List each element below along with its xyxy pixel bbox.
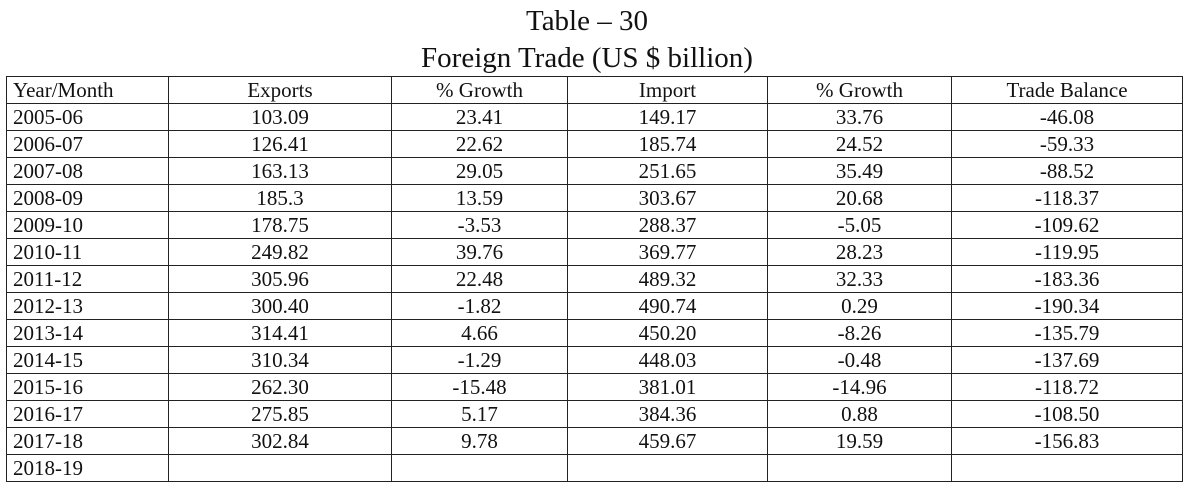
cell-year-month: 2013-14 [7,320,169,347]
cell-import-growth: 32.33 [768,266,952,293]
cell-export-growth: -1.29 [392,347,568,374]
cell-import: 459.67 [568,428,768,455]
cell-exports: 185.3 [169,185,392,212]
cell-year-month: 2008-09 [7,185,169,212]
table-row [7,374,1183,401]
table-row [7,158,1183,185]
cell-exports: 126.41 [169,131,392,158]
cell-trade-balance: -88.52 [952,158,1183,185]
cell-export-growth: 9.78 [392,428,568,455]
cell-year-month: 2006-07 [7,131,169,158]
cell-year-month: 2016-17 [7,401,169,428]
cell-exports [169,455,392,482]
cell-exports: 262.30 [169,374,392,401]
cell-trade-balance: -137.69 [952,347,1183,374]
header-import: Import [568,77,768,104]
table-number-title: Table – 30 [526,5,648,37]
cell-trade-balance: -135.79 [952,320,1183,347]
table-row [7,347,1183,374]
foreign-trade-table [6,76,1183,482]
cell-exports: 300.40 [169,293,392,320]
cell-year-month: 2015-16 [7,374,169,401]
table-row [7,212,1183,239]
table-body [7,104,1183,482]
table-row [7,401,1183,428]
cell-export-growth: 22.48 [392,266,568,293]
cell-import-growth: -5.05 [768,212,952,239]
cell-year-month: 2018-19 [7,455,169,482]
cell-import: 448.03 [568,347,768,374]
header-export-growth: % Growth [392,77,568,104]
header-trade-balance: Trade Balance [952,77,1183,104]
cell-import: 384.36 [568,401,768,428]
cell-trade-balance: -190.34 [952,293,1183,320]
header-year-month: Year/Month [7,77,169,104]
cell-import: 251.65 [568,158,768,185]
cell-import-growth: 28.23 [768,239,952,266]
cell-import: 288.37 [568,212,768,239]
cell-import-growth: 20.68 [768,185,952,212]
cell-import-growth: 35.49 [768,158,952,185]
cell-year-month: 2017-18 [7,428,169,455]
cell-import: 489.32 [568,266,768,293]
cell-export-growth: 4.66 [392,320,568,347]
header-row [7,77,1183,104]
cell-export-growth: 13.59 [392,185,568,212]
cell-year-month: 2011-12 [7,266,169,293]
cell-exports: 178.75 [169,212,392,239]
cell-import: 490.74 [568,293,768,320]
cell-trade-balance: -108.50 [952,401,1183,428]
cell-export-growth: 39.76 [392,239,568,266]
table-row [7,428,1183,455]
cell-exports: 305.96 [169,266,392,293]
cell-year-month: 2007-08 [7,158,169,185]
table-row [7,320,1183,347]
cell-import-growth: -14.96 [768,374,952,401]
cell-export-growth: 23.41 [392,104,568,131]
cell-import-growth: 33.76 [768,104,952,131]
cell-exports: 163.13 [169,158,392,185]
cell-year-month: 2014-15 [7,347,169,374]
cell-export-growth [392,455,568,482]
cell-exports: 249.82 [169,239,392,266]
cell-import-growth: 0.29 [768,293,952,320]
table-caption: Foreign Trade (US $ billion) [421,42,753,74]
table-row [7,293,1183,320]
cell-export-growth: 29.05 [392,158,568,185]
table-row [7,185,1183,212]
cell-trade-balance: -183.36 [952,266,1183,293]
table-row [7,266,1183,293]
cell-trade-balance: -109.62 [952,212,1183,239]
cell-import-growth: -0.48 [768,347,952,374]
cell-year-month: 2009-10 [7,212,169,239]
cell-exports: 310.34 [169,347,392,374]
cell-import-growth [768,455,952,482]
cell-import [568,455,768,482]
cell-import: 369.77 [568,239,768,266]
cell-trade-balance: -156.83 [952,428,1183,455]
cell-export-growth: -1.82 [392,293,568,320]
table-row [7,104,1183,131]
cell-import: 185.74 [568,131,768,158]
cell-trade-balance: -59.33 [952,131,1183,158]
header-exports: Exports [169,77,392,104]
table-row [7,131,1183,158]
cell-import-growth: 19.59 [768,428,952,455]
cell-import: 450.20 [568,320,768,347]
cell-import: 149.17 [568,104,768,131]
cell-import-growth: 24.52 [768,131,952,158]
cell-trade-balance: -118.37 [952,185,1183,212]
cell-trade-balance: -119.95 [952,239,1183,266]
cell-exports: 314.41 [169,320,392,347]
cell-exports: 103.09 [169,104,392,131]
cell-year-month: 2005-06 [7,104,169,131]
header-import-growth: % Growth [768,77,952,104]
cell-export-growth: -3.53 [392,212,568,239]
cell-import: 303.67 [568,185,768,212]
table-row [7,455,1183,482]
cell-exports: 275.85 [169,401,392,428]
cell-year-month: 2012-13 [7,293,169,320]
cell-year-month: 2010-11 [7,239,169,266]
cell-export-growth: -15.48 [392,374,568,401]
cell-exports: 302.84 [169,428,392,455]
cell-import-growth: 0.88 [768,401,952,428]
cell-export-growth: 22.62 [392,131,568,158]
cell-export-growth: 5.17 [392,401,568,428]
cell-import-growth: -8.26 [768,320,952,347]
table-row [7,239,1183,266]
cell-trade-balance: -118.72 [952,374,1183,401]
cell-trade-balance [952,455,1183,482]
cell-import: 381.01 [568,374,768,401]
cell-trade-balance: -46.08 [952,104,1183,131]
